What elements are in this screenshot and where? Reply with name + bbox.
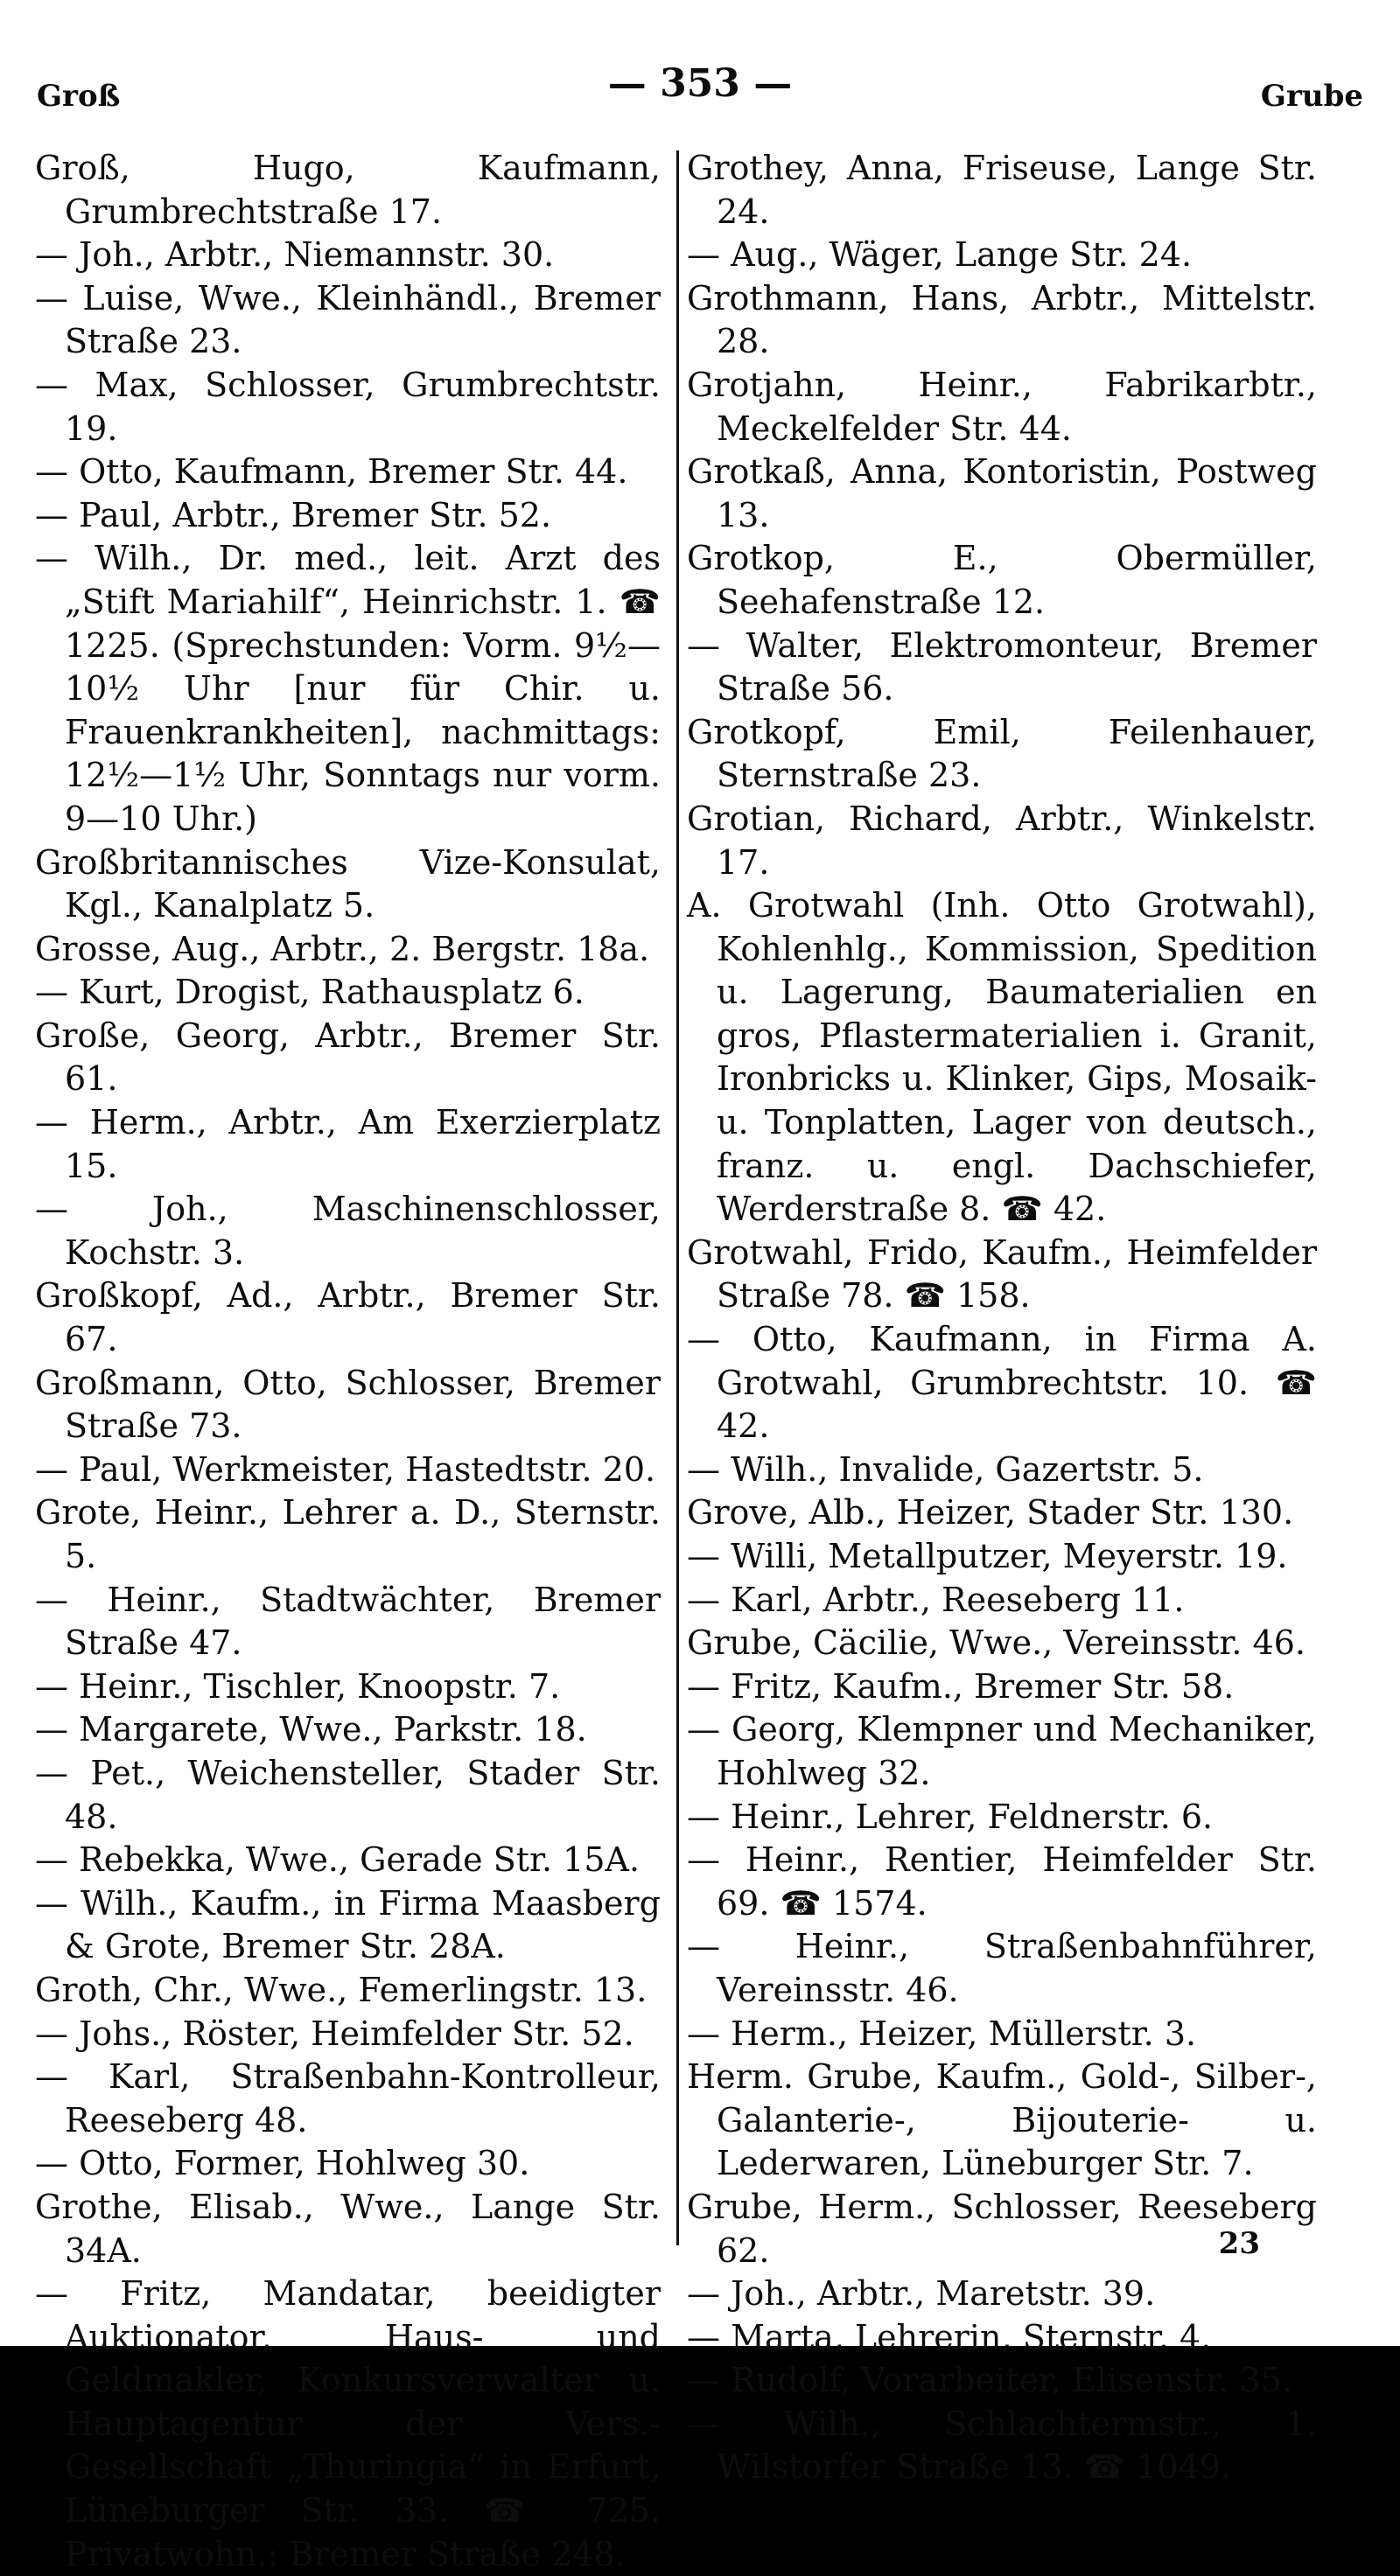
list-item: — Joh., Arbtr., Niemannstr. 30. <box>35 235 555 275</box>
signature-mark: 23 <box>1218 2226 1260 2261</box>
list-item: Große, Georg, Arbtr., Bremer Str. 61. <box>35 1016 661 1099</box>
list-item: — Otto, Former, Hohlweg 30. <box>35 2144 530 2183</box>
column-divider <box>676 150 679 2245</box>
list-item: — Heinr., Straßenbahnführer, Vereinsstr. 46. <box>687 1927 1317 2009</box>
list-item: — Heinr., Rentier, Heimfelder Str. 69. ☎ 1574. <box>687 1840 1317 1923</box>
list-item: Grotkaß, Anna, Kontoristin, Postweg 13. <box>687 452 1317 534</box>
list-item: Herm. Grube, Kaufm., Gold-, Silber-, Galanterie-, Bijouterie- u. Lederwaren, Lüneburger Str. 7. <box>687 2057 1317 2183</box>
list-item: Grote, Heinr., Lehrer a. D., Sternstr. 5. <box>35 1493 661 1575</box>
list-item: — Aug., Wäger, Lange Str. 24. <box>687 235 1193 275</box>
list-item: Großkopf, Ad., Arbtr., Bremer Str. 67. <box>35 1276 661 1359</box>
list-item: Groth, Chr., Wwe., Femerlingstr. 13. <box>35 1970 648 2009</box>
list-item: Grotjahn, Heinr., Fabrikarbtr., Meckelfelder Str. 44. <box>687 365 1317 448</box>
list-item: — Luise, Wwe., Kleinhändl., Bremer Straße 23. <box>35 278 661 361</box>
left-column <box>35 147 661 2576</box>
page-number: — 353 — <box>607 61 793 106</box>
list-item: Groß, Hugo, Kaufmann, Grumbrechtstraße 17. <box>35 149 661 231</box>
running-head-right: Grube <box>1260 79 1363 114</box>
list-item: Großmann, Otto, Schlosser, Bremer Straße 73. <box>35 1363 661 1446</box>
list-item: — Johs., Röster, Heimfelder Str. 52. <box>35 2014 634 2053</box>
list-item: — Joh., Maschinenschlosser, Kochstr. 3. <box>35 1190 661 1272</box>
list-item: — Paul, Werkmeister, Hastedtstr. 20. <box>35 1449 656 1489</box>
list-item: Grube, Cäcilie, Wwe., Vereinsstr. 46. <box>687 1623 1306 1663</box>
list-item: — Georg, Klempner und Mechaniker, Hohlweg 32. <box>687 1710 1317 1792</box>
list-item: — Otto, Kaufmann, Bremer Str. 44. <box>35 452 628 492</box>
list-item: — Paul, Arbtr., Bremer Str. 52. <box>35 495 552 534</box>
list-item: — Rudolf, Vorarbeiter, Elisenstr. 35. <box>687 2361 1292 2400</box>
list-item: — Wilh., Dr. med., leit. Arzt des „Stift Mariahilf“, Heinrichstr. 1. ☎ 1225. (Sprechstunden: Vorm. 9½—10½ Uhr [nur für Chir. u. Frauenkrankheiten], nachmittags: 12½—1½ Uhr, Sonntags nur vorm. 9—10 Uhr.) <box>35 539 661 838</box>
list-item: Großbritannisches Vize-Konsulat, Kgl., Kanalplatz 5. <box>35 842 661 925</box>
list-item: Grotian, Richard, Arbtr., Winkelstr. 17. <box>687 799 1317 882</box>
list-item: — Joh., Arbtr., Maretstr. 39. <box>687 2274 1156 2314</box>
page-header <box>37 61 1363 122</box>
list-item: A. Grotwahl (Inh. Otto Grotwahl), Kohlenhlg., Kommission, Spedition u. Lagerung, Baumaterialien en gros, Pflastermaterialien i. Granit, Ironbricks u. Klinker, Gips, Mosaik- u. Tonplatten, Lager von deutsch., franz. u. engl. Dachschiefer, Werderstraße 8. ☎ 42. <box>687 886 1317 1229</box>
list-item: Grotkop, E., Obermüller, Seehafenstraße 12. <box>687 539 1317 621</box>
list-item: Grube, Herm., Schlosser, Reeseberg 62. <box>687 2187 1317 2270</box>
list-item: Grothmann, Hans, Arbtr., Mittelstr. 28. <box>687 278 1317 361</box>
list-item: — Herm., Arbtr., Am Exerzierplatz 15. <box>35 1103 661 1185</box>
list-item: — Margarete, Wwe., Parkstr. 18. <box>35 1710 587 1749</box>
list-item: — Max, Schlosser, Grumbrechtstr. 19. <box>35 365 661 448</box>
list-item: — Pet., Weichensteller, Stader Str. 48. <box>35 1753 661 1836</box>
list-item: Grothey, Anna, Friseuse, Lange Str. 24. <box>687 149 1317 231</box>
list-item: — Heinr., Tischler, Knoopstr. 7. <box>35 1666 561 1706</box>
list-item: — Karl, Arbtr., Reeseberg 11. <box>687 1580 1185 1619</box>
right-column <box>687 147 1317 2489</box>
running-head-left: Groß <box>37 79 121 114</box>
list-item: — Heinr., Stadtwächter, Bremer Straße 47. <box>35 1580 661 1663</box>
list-item: — Willi, Metallputzer, Meyerstr. 19. <box>687 1537 1288 1575</box>
list-item: — Kurt, Drogist, Rathausplatz 6. <box>35 973 584 1012</box>
list-item: Grove, Alb., Heizer, Stader Str. 130. <box>687 1493 1294 1532</box>
list-item: — Wilh., Schlachtermstr., 1. Wilstorfer Straße 13. ☎ 1049. <box>687 2404 1317 2487</box>
list-item: Grosse, Aug., Arbtr., 2. Bergstr. 18a. <box>35 929 650 968</box>
list-item: — Heinr., Lehrer, Feldnerstr. 6. <box>687 1797 1214 1836</box>
list-item: — Marta, Lehrerin, Sternstr. 4. <box>687 2317 1212 2356</box>
list-item: — Fritz, Mandatar, beeidigter Auktionator, Haus- und Geldmakler, Konkursverwalter u. Hauptagentur der Vers.-Gesellschaft „Thuringia“ in Erfurt, Lüneburger Str. 33. ☎ 725. Privatwohn.: Bremer Straße 248. <box>35 2274 661 2573</box>
list-item: — Wilh., Invalide, Gazertstr. 5. <box>687 1449 1204 1489</box>
list-item: — Otto, Kaufmann, in Firma A. Grotwahl, Grumbrechtstr. 10. ☎ 42. <box>687 1320 1317 1446</box>
list-item: Grothe, Elisab., Wwe., Lange Str. 34A. <box>35 2187 661 2270</box>
list-item: — Walter, Elektromonteur, Bremer Straße 56. <box>687 625 1317 709</box>
list-item: Grotkopf, Emil, Feilenhauer, Sternstraße 23. <box>687 712 1317 795</box>
list-item: — Rebekka, Wwe., Gerade Str. 15A. <box>35 1840 640 1880</box>
list-item: — Wilh., Kaufm., in Firma Maasberg & Grote, Bremer Str. 28A. <box>35 1883 661 1966</box>
list-item: — Karl, Straßenbahn-Kontrolleur, Reeseberg 48. <box>35 2057 661 2140</box>
list-item: Grotwahl, Frido, Kaufm., Heimfelder Straße 78. ☎ 158. <box>687 1232 1317 1316</box>
list-item: — Herm., Heizer, Müllerstr. 3. <box>687 2014 1197 2053</box>
list-item: — Fritz, Kaufm., Bremer Str. 58. <box>687 1666 1235 1706</box>
